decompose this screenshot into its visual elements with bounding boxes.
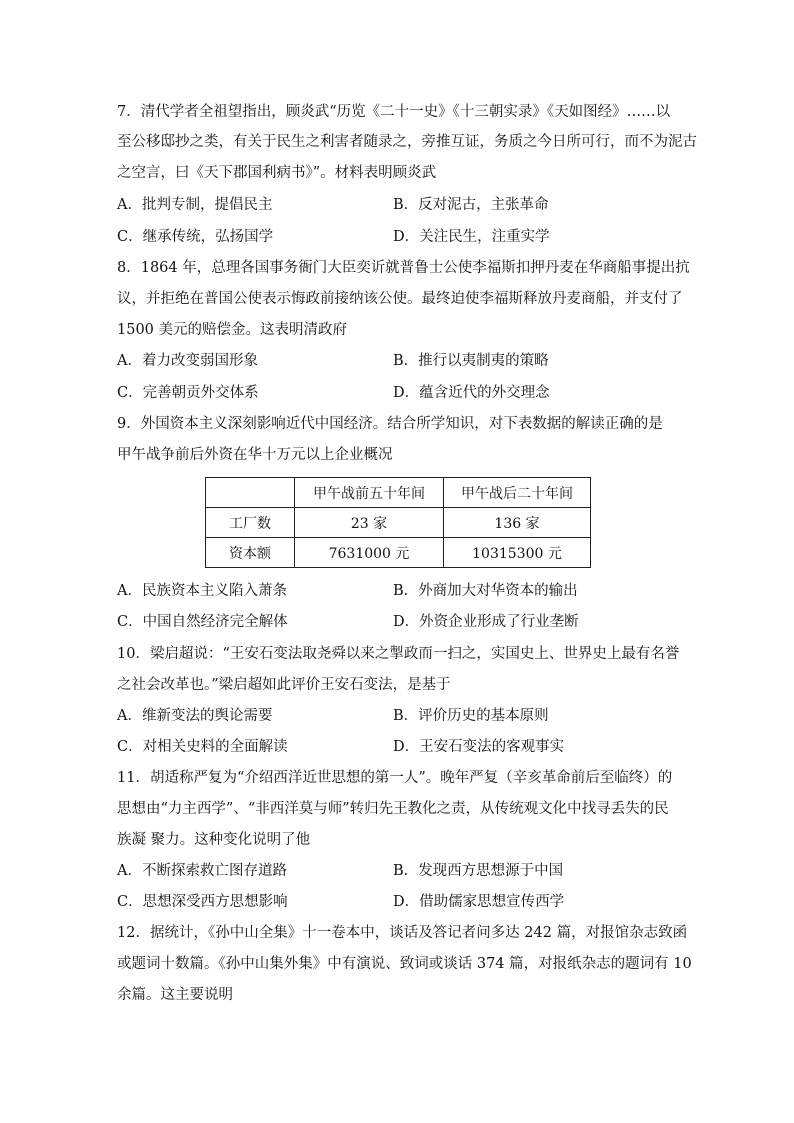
question-text-line: 族凝 聚力。这种变化说明了他 [117,832,311,848]
option-c: C．对相关史料的全面解读 [117,739,288,755]
question-text-line: 12．据统计，《孙中山全集》十一卷本中，谈话及答记者问多达 242 篇，对报馆杂志致函 [117,925,688,941]
table-cell: 资本额 [206,538,295,568]
table-header-cell [206,478,295,508]
option-b: B．反对泥古，主张革命 [393,197,549,213]
table-header-row [206,478,591,508]
question-text-line: 7．清代学者全祖望指出，顾炎武“历览《二十一史》《十三朝实录》《天如图经》……以 [117,104,671,120]
option-c: C．中国自然经济完全解体 [117,614,288,630]
table-cell: 136 家 [444,508,591,538]
option-a: A．不断探索救亡图存道路 [117,863,287,879]
table-row [206,508,591,538]
table-header-cell: 甲午战前五十年间 [295,478,444,508]
option-d: D．王安石变法的客观事实 [393,739,565,755]
question-text-line: 9．外国资本主义深刻影响近代中国经济。结合所学知识，对下表数据的解读正确的是 [117,416,663,432]
question-text-line: 之空言，曰《天下郡国利病书》”。材料表明顾炎武 [117,165,437,181]
question-text-line: 或题词十数篇。《孙中山集外集》中有演说、致词或谈话 374 篇，对报纸杂志的题词有 10 [117,956,692,972]
question-text-line: 之社会改革也。”梁启超如此评价王安石变法，是基于 [117,677,451,693]
option-b: B．推行以夷制夷的策略 [393,353,549,369]
table-caption: 甲午战争前后外资在华十万元以上企业概况 [117,447,393,463]
table-cell: 7631000 元 [295,538,444,568]
table-row [206,538,591,568]
table-cell: 23 家 [295,508,444,538]
option-c: C．继承传统，弘扬国学 [117,229,274,245]
question-text-line: 10．梁启超说：“王安石变法取尧舜以来之掣政而一扫之，实国史上、世界史上最有名誉 [117,646,680,662]
table-header-cell: 甲午战后二十年间 [444,478,591,508]
question-text-line: 议，并拒绝在普国公使表示悔政前接纳该公使。最终迫使李福斯释放丹麦商船，并支付了 [117,291,683,307]
table-cell: 10315300 元 [444,538,591,568]
question-text-line: 8．1864 年，总理各国事务衙门大臣奕䜣就普鲁士公使李福斯扣押丹麦在华商船事提出抗 [117,260,690,276]
question-text-line: 余篇。这主要说明 [117,987,233,1003]
option-d: D．蕴含近代的外交理念 [393,385,550,401]
option-d: D．关注民生，注重实学 [393,229,550,245]
option-a: A．着力改变弱国形象 [117,353,258,369]
option-b: B．外商加大对华资本的输出 [393,583,578,599]
question-text-line: 1500 美元的赔偿金。这表明清政府 [117,322,348,338]
foreign-capital-table [205,477,591,568]
option-c: C．思想深受西方思想影响 [117,894,288,910]
option-d: D．外资企业形成了行业垄断 [393,614,579,630]
table-cell: 工厂数 [206,508,295,538]
option-b: B．评价历史的基本原则 [393,708,549,724]
option-a: A．批判专制，提倡民主 [117,197,273,213]
option-b: B．发现西方思想源于中国 [393,863,564,879]
option-c: C．完善朝贡外交体系 [117,385,259,401]
option-a: A．民族资本主义陷入萧条 [117,583,287,599]
option-d: D．借助儒家思想宣传西学 [393,894,565,910]
question-text-line: 11．胡适称严复为“介绍西洋近世思想的第一人”。晚年严复（辛亥革命前后至临终）的 [117,770,673,786]
option-a: A．维新变法的舆论需要 [117,708,273,724]
question-text-line: 至公移邸抄之类，有关于民生之利害者随录之，旁推互证，务质之今日所可行，而不为泥古 [117,134,697,150]
question-text-line: 思想由“力主西学”、“非西洋莫与师”转归先王教化之责，从传统观文化中找寻丢失的民 [117,801,669,817]
